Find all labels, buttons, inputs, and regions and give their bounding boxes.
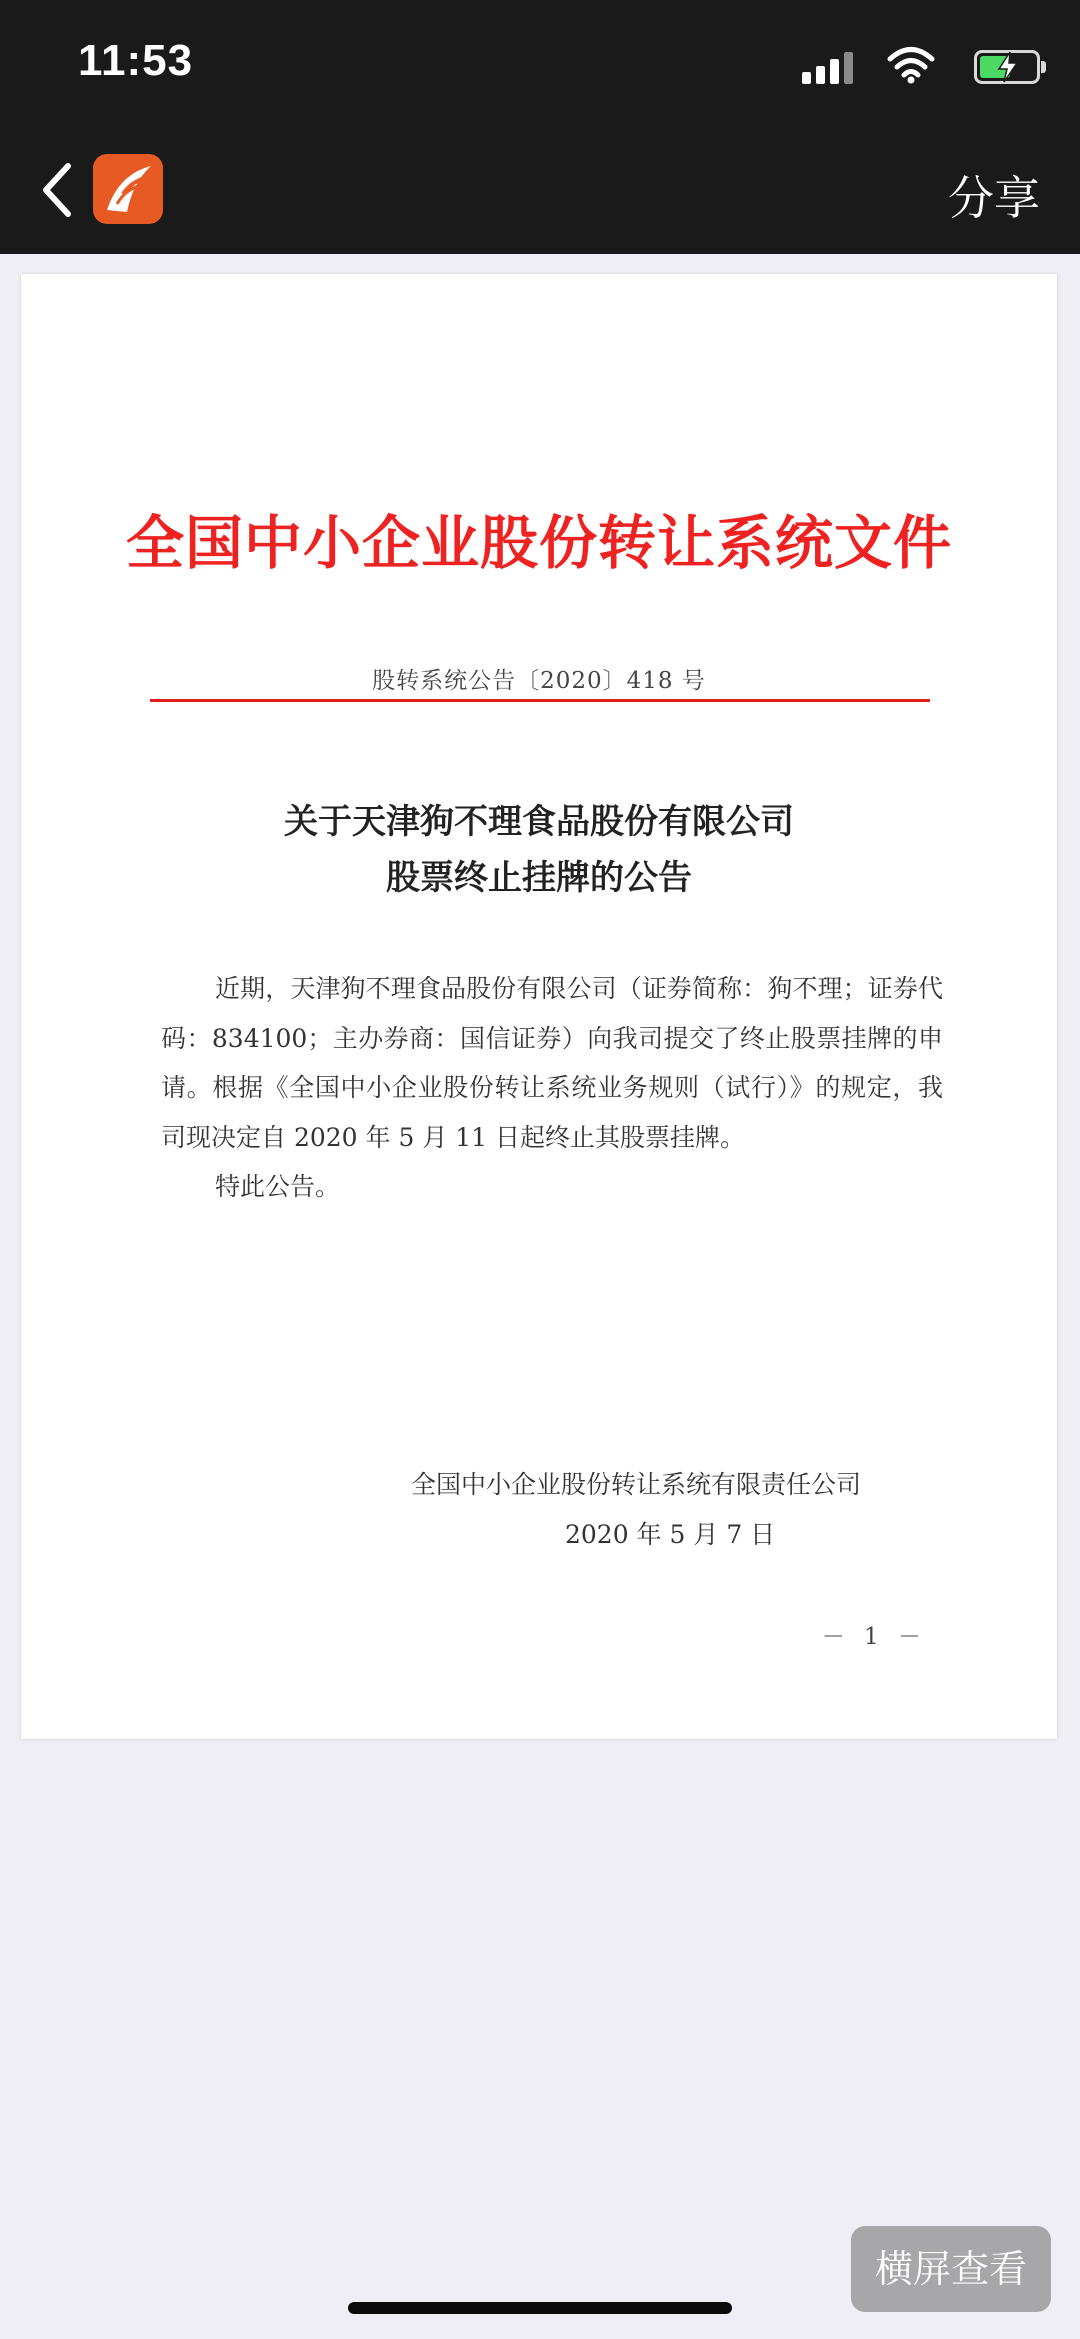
wifi-icon (886, 46, 936, 84)
document-body (161, 964, 943, 1212)
header-divider (150, 699, 930, 702)
battery-icon (974, 50, 1040, 84)
home-indicator[interactable] (348, 2302, 732, 2314)
app-logo-icon (93, 154, 163, 224)
cellular-signal-icon (802, 52, 854, 84)
status-time: 11:53 (78, 36, 194, 85)
title-line-2: 股票终止挂牌的公告 (386, 858, 692, 898)
back-button[interactable] (32, 150, 84, 230)
share-button[interactable]: 分享 (948, 171, 1040, 225)
body-paragraph-closing: 特此公告。 (215, 1172, 341, 1201)
document-page (21, 274, 1057, 1739)
signature-date: 2020 年 5 月 7 日 (565, 1520, 776, 1549)
title-line-1: 关于天津狗不理食品股份有限公司 (284, 802, 794, 842)
charging-bolt-icon (995, 51, 1021, 83)
landscape-view-button[interactable]: 横屏查看 (851, 2226, 1051, 2312)
document-header: 全国中小企业股份转让系统文件 (125, 509, 952, 577)
page-number: － 1 － (821, 1624, 927, 1650)
document-number: 股转系统公告〔2020〕418 号 (372, 668, 706, 694)
status-icons (740, 46, 1040, 86)
signature-organization: 全国中小企业股份转让系统有限责任公司 (411, 1470, 862, 1499)
top-bar (0, 0, 1080, 254)
body-paragraph: 近期，天津狗不理食品股份有限公司（证券简称：狗不理；证券代码：834100；主办券商：国信证券）向我司提交了终止股票挂牌的申请。根据《全国中小企业股份转让系统业务规则（试行）》的规定，我司现决定自 2020 年 5 月 11 日起终止其股票挂牌。 (161, 974, 943, 1152)
document-title (21, 794, 1057, 906)
chevron-left-icon (32, 150, 84, 230)
